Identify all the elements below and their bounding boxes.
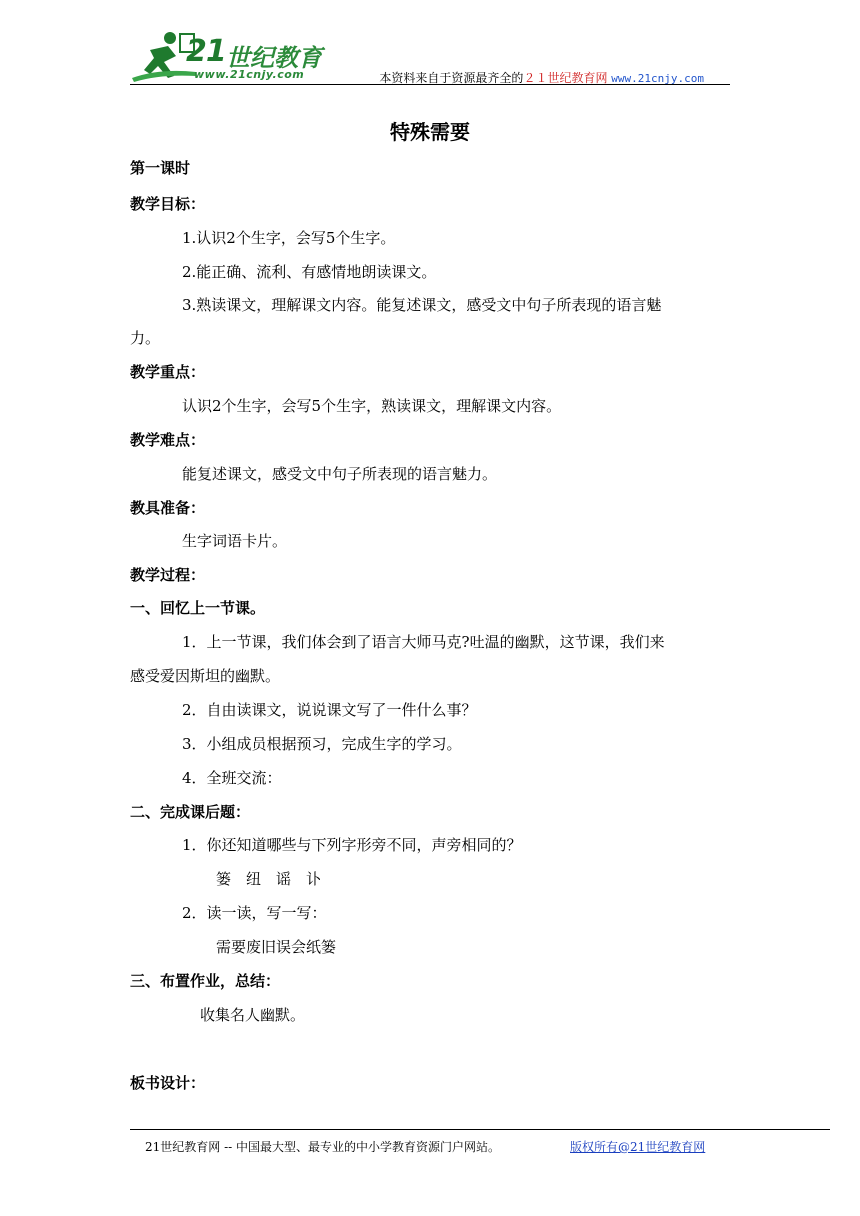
footer-description: 21世纪教育网 -- 中国最大型、最专业的中小学教育资源门户网站。	[145, 1140, 501, 1154]
objective-item: 3.熟读课文，理解课文内容。能复述课文，感受文中句子所表现的语言魅	[182, 296, 662, 314]
section-heading-board-design: 板书设计：	[130, 1074, 206, 1092]
key-points-text: 认识2个生字，会写5个生字，熟读课文，理解课文内容。	[182, 397, 562, 415]
footer-copyright-link[interactable]: 版权所有@21世纪教育网	[570, 1140, 706, 1154]
header-divider	[130, 84, 730, 85]
process-item: 1．上一节课，我们体会到了语言大师马克?吐温的幽默，这节课，我们来	[182, 633, 665, 651]
process-item: 4．全班交流：	[182, 769, 282, 787]
exercise-item: 1．你还知道哪些与下列字形旁不同，声旁相同的？	[182, 836, 522, 854]
difficulties-text: 能复述课文，感受文中句子所表现的语言魅力。	[182, 465, 498, 483]
section-heading-difficulties: 教学难点：	[130, 431, 206, 449]
exercise-item: 2．读一读，写一写：	[182, 904, 327, 922]
document-title: 特殊需要	[390, 120, 470, 144]
header-site-url[interactable]: www.21cnjy.com	[611, 72, 704, 85]
objective-item-continued: 力。	[130, 329, 161, 347]
section-heading-objectives: 教学目标：	[130, 195, 206, 213]
process-step-heading: 一、回忆上一节课。	[130, 599, 266, 617]
homework-text: 收集名人幽默。	[200, 1006, 306, 1024]
process-item-continued: 感受爱因斯坦的幽默。	[130, 667, 281, 685]
logo-number: 21	[186, 34, 226, 69]
objective-item: 1.认识2个生字，会写5个生字。	[182, 229, 396, 247]
logo-name: 世纪教育	[226, 44, 322, 72]
footer-divider	[130, 1129, 830, 1130]
exercise-characters: 篓 纽 谣 讣	[216, 870, 322, 888]
section-heading-materials: 教具准备：	[130, 499, 206, 517]
logo-url: www.21cnjy.com	[194, 68, 305, 81]
section-heading-process: 教学过程：	[130, 566, 206, 584]
section-heading-key-points: 教学重点：	[130, 363, 206, 381]
process-item: 2．自由读课文，说说课文写了一件什么事？	[182, 701, 477, 719]
page-header	[130, 28, 730, 86]
header-site-name[interactable]: ２１世纪教育网	[523, 71, 608, 85]
exercise-words: 需要废旧误会纸篓	[216, 938, 337, 956]
process-step-heading: 三、布置作业，总结：	[130, 972, 281, 990]
site-logo[interactable]	[130, 28, 340, 84]
materials-text: 生字词语卡片。	[182, 532, 288, 550]
lesson-period-heading: 第一课时	[130, 159, 191, 177]
process-step-heading: 二、完成课后题：	[130, 803, 251, 821]
process-item: 3．小组成员根据预习，完成生字的学习。	[182, 735, 462, 753]
header-source-prefix: 本资料来自于资源最齐全的	[379, 71, 524, 85]
objective-item: 2.能正确、流利、有感情地朗读课文。	[182, 263, 437, 281]
